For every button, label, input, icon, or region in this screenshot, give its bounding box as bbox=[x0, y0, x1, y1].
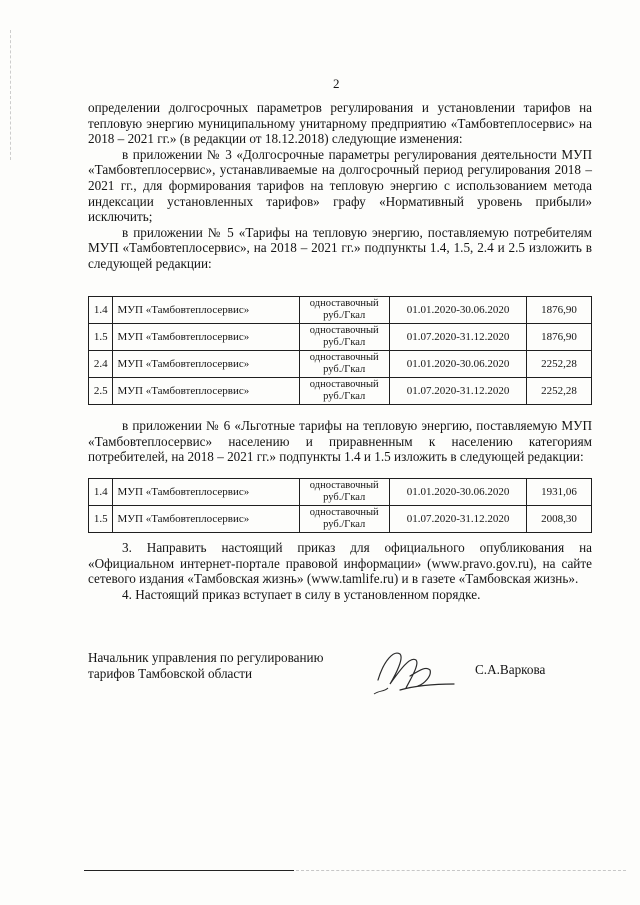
unit-cell: одноставочный руб./Гкал bbox=[299, 297, 389, 324]
organization-cell: МУП «Тамбовтеплосервис» bbox=[113, 479, 299, 506]
tariff-table-appendix5 bbox=[88, 296, 592, 405]
body-text-part2 bbox=[88, 418, 592, 465]
table-row bbox=[89, 297, 592, 324]
period-cell: 01.01.2020-30.06.2020 bbox=[389, 479, 526, 506]
period-cell: 01.01.2020-30.06.2020 bbox=[389, 297, 526, 324]
row-number: 2.5 bbox=[89, 378, 113, 405]
tariff-value-cell: 2008,30 bbox=[527, 506, 592, 533]
handwritten-signature bbox=[370, 640, 460, 698]
tariff-value-cell: 2252,28 bbox=[527, 351, 592, 378]
intro-paragraph: определении долгосрочных параметров регулирования и установлении тарифов на тепловую энергию муниципальному унитарному предприятию «Тамбовтеплосервис» на 2018 – 2021 гг.» (в редакции от 18.12.2018) следующие изменения: bbox=[88, 100, 592, 147]
tariff-value-cell: 1931,06 bbox=[527, 479, 592, 506]
signatory-title bbox=[88, 650, 388, 681]
appendix5-paragraph: в приложении № 5 «Тарифы на тепловую энергию, поставляемую потребителям МУП «Тамбовтеплосервис», на 2018 – 2021 гг.» подпункты 1.4, 1.5, 2.4 и 2.5 изложить в следующей редакции: bbox=[88, 224, 592, 271]
tariff-table-appendix6 bbox=[88, 478, 592, 533]
footer-dashed-rule bbox=[296, 870, 626, 871]
period-cell: 01.07.2020-31.12.2020 bbox=[389, 378, 526, 405]
paragraph-3: 3. Направить настоящий приказ для официального опубликования на «Официальном интернет-портале правовой информации» (www.pravo.gov.ru), на сайте сетевого издания «Тамбовская жизнь» (www.tamlife.ru) и в газете «Тамбовская жизнь». bbox=[88, 540, 592, 587]
organization-cell: МУП «Тамбовтеплосервис» bbox=[113, 297, 299, 324]
table-row bbox=[89, 351, 592, 378]
scan-edge-marks bbox=[10, 30, 14, 160]
body-text-part3 bbox=[88, 540, 592, 602]
period-cell: 01.07.2020-31.12.2020 bbox=[389, 324, 526, 351]
page-number: 2 bbox=[333, 76, 340, 91]
unit-cell: одноставочный руб./Гкал bbox=[299, 506, 389, 533]
appendix3-paragraph: в приложении № 3 «Долгосрочные параметры регулирования деятельности МУП «Тамбовтеплосервис», устанавливаемые на долгосрочный период регулирования 2018 – 2021 гг., для формирования тарифов на тепловую энергию с использованием метода индексации установленных тарифов» графу «Нормативный уровень прибыли» исключить; bbox=[88, 146, 592, 225]
tariff-value-cell: 1876,90 bbox=[527, 297, 592, 324]
paragraph-4: 4. Настоящий приказ вступает в силу в установленном порядке. bbox=[122, 586, 481, 602]
unit-cell: одноставочный руб./Гкал bbox=[299, 351, 389, 378]
table-row bbox=[89, 324, 592, 351]
row-number: 1.5 bbox=[89, 506, 113, 533]
table-row bbox=[89, 479, 592, 506]
organization-cell: МУП «Тамбовтеплосервис» bbox=[113, 378, 299, 405]
row-number: 1.5 bbox=[89, 324, 113, 351]
signatory-title-line2: тарифов Тамбовской области bbox=[88, 665, 253, 681]
body-text-part1 bbox=[88, 100, 592, 272]
signatory-title-line1: Начальник управления по регулированию bbox=[88, 650, 324, 665]
table-row bbox=[89, 506, 592, 533]
period-cell: 01.07.2020-31.12.2020 bbox=[389, 506, 526, 533]
unit-cell: одноставочный руб./Гкал bbox=[299, 378, 389, 405]
appendix6-paragraph: в приложении № 6 «Льготные тарифы на тепловую энергию, поставляемую МУП «Тамбовтеплосервис» населению и приравненным к населению категориям потребителей, на 2018 – 2021 гг.» подпункты 1.4 и 1.5 изложить в следующей редакции: bbox=[88, 418, 592, 465]
table-row bbox=[89, 378, 592, 405]
footer-rule bbox=[84, 870, 294, 871]
tariff-value-cell: 1876,90 bbox=[527, 324, 592, 351]
row-number: 2.4 bbox=[89, 351, 113, 378]
signatory-name: С.А.Варкова bbox=[475, 662, 546, 677]
organization-cell: МУП «Тамбовтеплосервис» bbox=[113, 351, 299, 378]
tariff-value-cell: 2252,28 bbox=[527, 378, 592, 405]
period-cell: 01.01.2020-30.06.2020 bbox=[389, 351, 526, 378]
unit-cell: одноставочный руб./Гкал bbox=[299, 479, 389, 506]
organization-cell: МУП «Тамбовтеплосервис» bbox=[113, 324, 299, 351]
unit-cell: одноставочный руб./Гкал bbox=[299, 324, 389, 351]
row-number: 1.4 bbox=[89, 479, 113, 506]
organization-cell: МУП «Тамбовтеплосервис» bbox=[113, 506, 299, 533]
row-number: 1.4 bbox=[89, 297, 113, 324]
